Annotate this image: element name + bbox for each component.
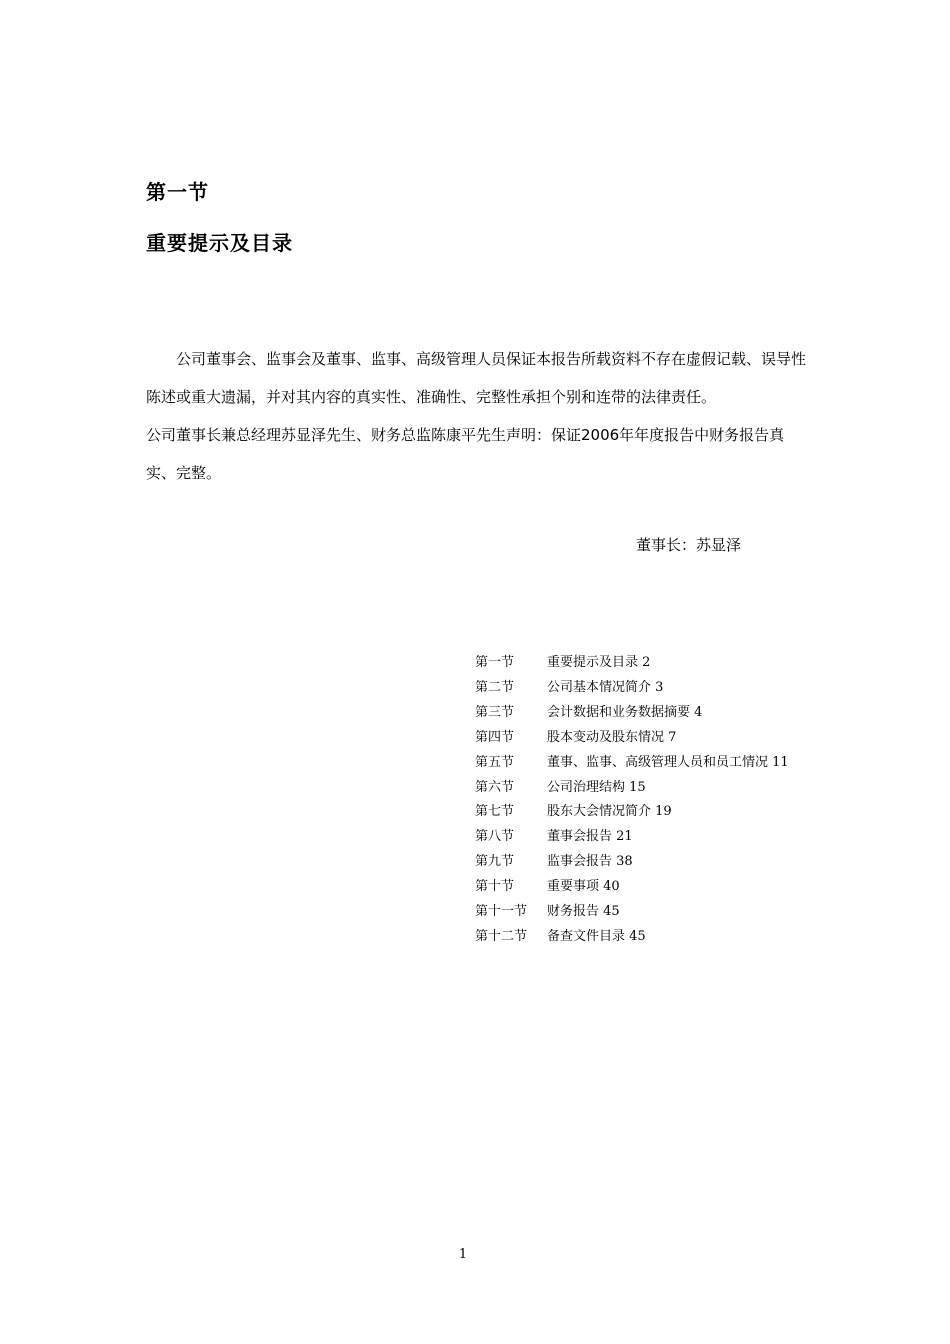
toc-section-number: 第十二节	[475, 928, 528, 944]
toc-section-title: 重要事项 40	[547, 879, 620, 895]
toc-section-number: 第九节	[475, 854, 515, 870]
toc-item[interactable]	[475, 701, 789, 726]
toc-section-title: 公司治理结构 15	[547, 779, 646, 795]
toc-item[interactable]	[475, 925, 789, 950]
page-number: 1	[458, 1247, 468, 1262]
chairman-signature: 董事长：苏显泽	[636, 536, 742, 554]
toc-section-number: 第五节	[475, 754, 515, 770]
toc-section-title: 股东大会情况简介 19	[547, 804, 672, 820]
toc-item[interactable]	[475, 776, 789, 801]
toc-section-title: 股本变动及股东情况 7	[547, 729, 677, 745]
toc-item[interactable]	[475, 850, 789, 875]
toc-section-title: 重要提示及目录 2	[547, 655, 651, 670]
toc-section-number: 第七节	[475, 804, 515, 820]
table-of-contents	[475, 651, 789, 950]
toc-item[interactable]	[475, 726, 789, 751]
toc-section-number: 第二节	[475, 679, 515, 695]
section-title: 重要提示及目录	[146, 231, 293, 255]
toc-section-number: 第六节	[475, 779, 515, 795]
toc-section-title: 董事会报告 21	[547, 829, 633, 845]
toc-section-title: 监事会报告 38	[547, 854, 633, 870]
toc-section-title: 备查文件目录 45	[547, 928, 646, 944]
toc-section-number: 第八节	[475, 829, 515, 845]
section-number: 第一节	[146, 180, 209, 204]
statement-paragraph: 公司董事长兼总经理苏显泽先生、财务总监陈康平先生声明：保证2006年年度报告中财务报告真实、完整。	[146, 426, 785, 482]
toc-item[interactable]	[475, 875, 789, 900]
statement-paragraph: 公司董事会、监事会及董事、监事、高级管理人员保证本报告所载资料不存在虚假记载、误导性陈述或重大遗漏，并对其内容的真实性、准确性、完整性承担个别和连带的法律责任。	[146, 350, 807, 406]
toc-section-number: 第四节	[475, 729, 515, 745]
toc-section-title: 财务报告 45	[547, 904, 620, 920]
responsibility-statement	[146, 340, 810, 492]
toc-section-title: 公司基本情况简介 3	[547, 679, 664, 695]
toc-item[interactable]	[475, 900, 789, 925]
toc-section-number: 第十节	[475, 879, 515, 895]
toc-item[interactable]	[475, 751, 789, 776]
toc-item[interactable]	[475, 800, 789, 825]
toc-section-number: 第三节	[475, 704, 515, 720]
toc-section-title: 会计数据和业务数据摘要 4	[547, 704, 703, 720]
toc-item[interactable]	[475, 676, 789, 701]
toc-section-number: 第一节	[475, 655, 515, 670]
toc-section-title: 董事、监事、高级管理人员和员工情况 11	[547, 754, 789, 770]
toc-item[interactable]	[475, 651, 789, 676]
toc-section-number: 第十一节	[475, 904, 528, 920]
toc-item[interactable]	[475, 825, 789, 850]
